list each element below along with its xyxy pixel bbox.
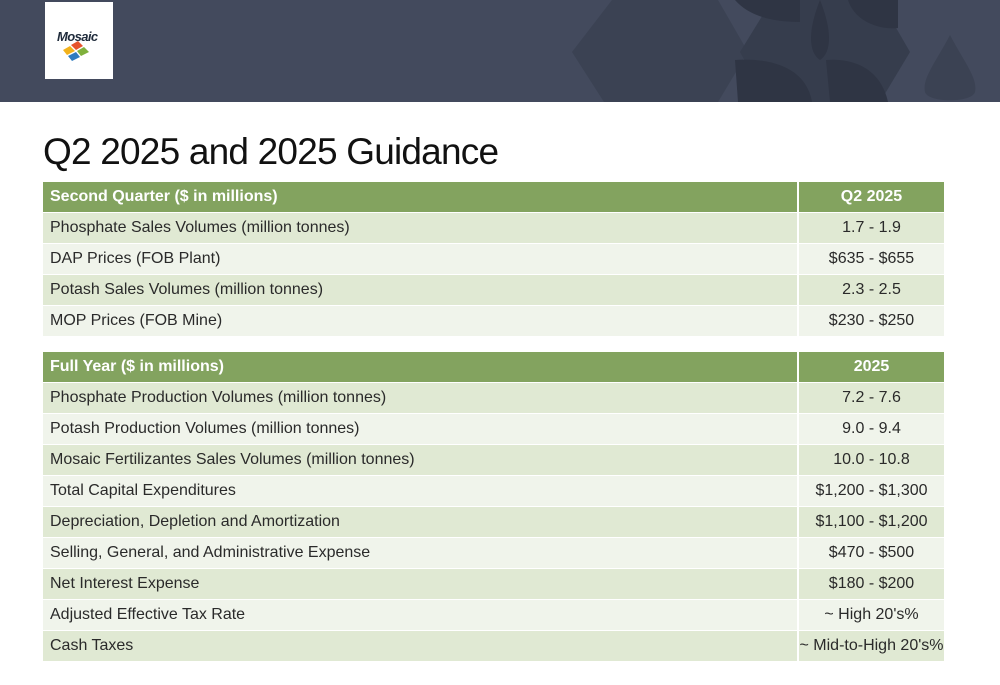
logo[interactable]: [45, 2, 113, 79]
row-label: Phosphate Production Volumes (million tonnes): [43, 383, 797, 413]
row-label: Phosphate Sales Volumes (million tonnes): [43, 213, 797, 243]
row-value: $635 - $655: [799, 244, 944, 274]
row-value: ~ High 20's%: [799, 600, 944, 630]
table-header-row: [43, 352, 944, 382]
header-value: Q2 2025: [799, 182, 944, 212]
table-row: [43, 414, 944, 444]
row-label: DAP Prices (FOB Plant): [43, 244, 797, 274]
row-value: $1,100 - $1,200: [799, 507, 944, 537]
table-row: [43, 244, 944, 274]
row-label: MOP Prices (FOB Mine): [43, 306, 797, 336]
table-row: [43, 600, 944, 630]
row-value: 2.3 - 2.5: [799, 275, 944, 305]
row-value: 1.7 - 1.9: [799, 213, 944, 243]
logo-text: Mosaic: [57, 29, 98, 44]
row-label: Adjusted Effective Tax Rate: [43, 600, 797, 630]
table-row: [43, 213, 944, 243]
table-header-row: [43, 182, 944, 212]
row-value: 9.0 - 9.4: [799, 414, 944, 444]
row-value: $180 - $200: [799, 569, 944, 599]
table-row: [43, 476, 944, 506]
table-row: [43, 631, 944, 661]
table-row: [43, 383, 944, 413]
table-row: [43, 275, 944, 305]
table-row: [43, 507, 944, 537]
table-row: [43, 306, 944, 336]
table-row: [43, 538, 944, 568]
second-quarter-table: [43, 182, 944, 337]
header-banner: [0, 0, 1000, 102]
row-value: $1,200 - $1,300: [799, 476, 944, 506]
row-label: Depreciation, Depletion and Amortization: [43, 507, 797, 537]
row-label: Potash Production Volumes (million tonnes): [43, 414, 797, 444]
banner-decoration: [0, 0, 1000, 102]
row-value: $470 - $500: [799, 538, 944, 568]
table-row: [43, 569, 944, 599]
row-label: Net Interest Expense: [43, 569, 797, 599]
full-year-table: [43, 352, 944, 662]
row-value: ~ Mid-to-High 20's%: [799, 631, 944, 661]
row-value: $230 - $250: [799, 306, 944, 336]
row-label: Potash Sales Volumes (million tonnes): [43, 275, 797, 305]
row-value: 7.2 - 7.6: [799, 383, 944, 413]
header-label: Second Quarter ($ in millions): [43, 182, 797, 212]
header-value: 2025: [799, 352, 944, 382]
row-label: Cash Taxes: [43, 631, 797, 661]
row-label: Total Capital Expenditures: [43, 476, 797, 506]
table-row: [43, 445, 944, 475]
row-label: Selling, General, and Administrative Expense: [43, 538, 797, 568]
row-value: 10.0 - 10.8: [799, 445, 944, 475]
header-label: Full Year ($ in millions): [43, 352, 797, 382]
page-title: Q2 2025 and 2025 Guidance: [43, 131, 499, 172]
row-label: Mosaic Fertilizantes Sales Volumes (million tonnes): [43, 445, 797, 475]
